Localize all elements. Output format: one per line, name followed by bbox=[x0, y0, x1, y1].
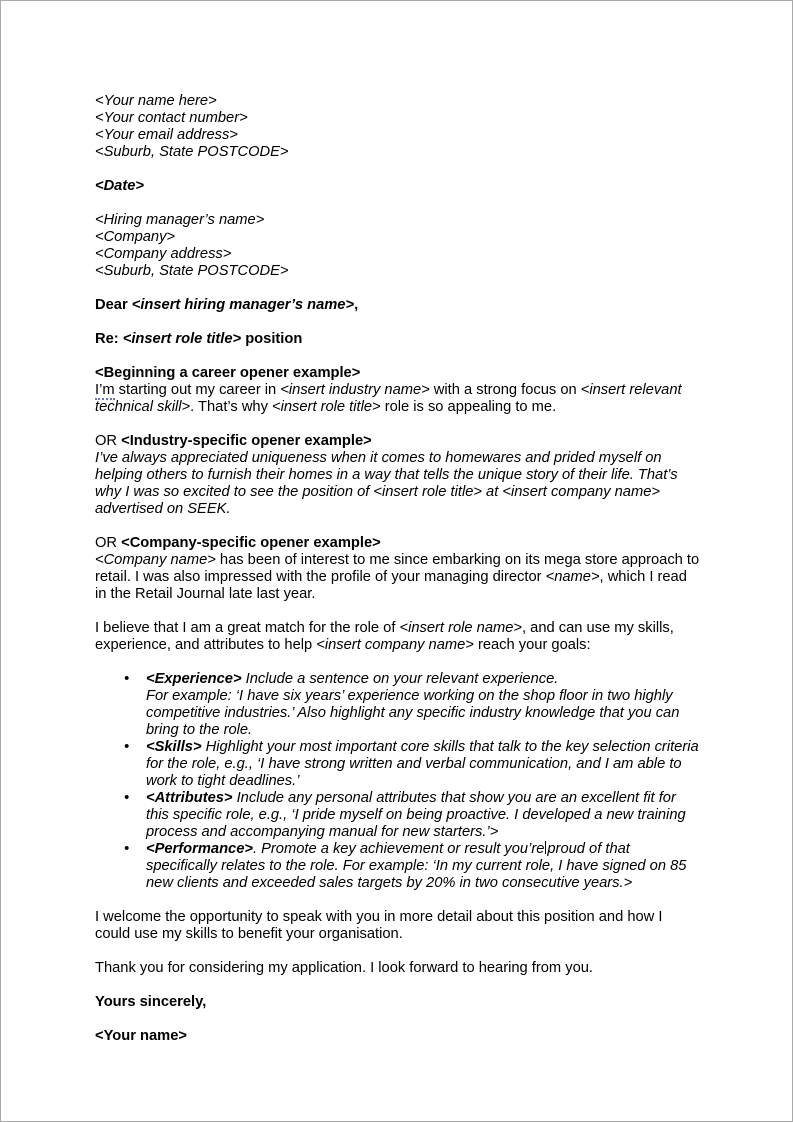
text-run: with a strong focus on bbox=[429, 382, 581, 398]
salutation-line bbox=[95, 297, 701, 314]
closing-paragraph-2: Thank you for considering my application. I look forward to hearing from you. bbox=[95, 960, 593, 976]
subject-tail: position bbox=[241, 331, 303, 347]
hiring-manager-placeholder: <insert hiring manager’s name> bbox=[131, 297, 355, 313]
text-run: , and can use my skills, experience, and attributes to help bbox=[95, 620, 674, 653]
text-run: For example: ‘I have six years’ experience working on the shop floor in two highly competitive industries.’ Also highlight any specific industry knowledge that you can bring to the role. bbox=[146, 688, 680, 738]
text-run: has been of interest to me since embarking on its mega store approach to retail. I was also impressed with the profile of your managing director bbox=[95, 552, 700, 585]
attributes-tag: <Attributes> bbox=[146, 790, 233, 806]
closing-paragraph-1: I welcome the opportunity to speak with you in more detail about this position and how I could use my skills to benefit your organisation. bbox=[95, 909, 663, 942]
misspelled-word: I’m bbox=[95, 382, 115, 398]
text-run: , which I read in the Retail Journal late last year. bbox=[95, 569, 687, 602]
company-opener-body bbox=[95, 552, 701, 603]
text-run: role is so appealing to me. bbox=[380, 399, 557, 415]
text-run: starting out my career in bbox=[114, 382, 281, 398]
company-name-placeholder: <Company name> bbox=[95, 552, 216, 568]
signature-placeholder: <Your name> bbox=[95, 1028, 187, 1044]
industry-opener-heading-text: <Industry-specific opener example> bbox=[121, 433, 372, 449]
date-line: <Date> bbox=[95, 178, 144, 194]
recipient-block bbox=[95, 212, 701, 280]
salutation-tail: , bbox=[354, 297, 359, 313]
text-run: Include a sentence on your relevant experience. bbox=[241, 671, 559, 687]
sender-block bbox=[95, 93, 701, 161]
text-run: Highlight your most important core skills that talk to the key selection criteria for the role, e.g., ‘I have strong written and verbal communication, and I am able to work to tight deadlines.’ bbox=[146, 739, 699, 789]
text-run: I believe that I am a great match for the role of bbox=[95, 620, 400, 636]
company-opener-heading bbox=[95, 535, 701, 552]
text-run: . Promote a key achievement or result you’re bbox=[252, 841, 545, 857]
signoff-line: Yours sincerely, bbox=[95, 994, 207, 1010]
role-title-placeholder: <insert role title> bbox=[122, 331, 242, 347]
match-paragraph bbox=[95, 620, 701, 654]
sender-name-line: <Your name here> bbox=[95, 93, 217, 109]
skills-bullet-list bbox=[95, 671, 701, 892]
industry-opener-body: I’ve always appreciated uniqueness when it comes to homewares and prided myself on helping others to furnish their homes in a way that tells the unique story of their life. That’s why I was so excited to see the position of <insert role title> at <insert company name> advertised on SEEK. bbox=[95, 450, 678, 517]
industry-opener-heading bbox=[95, 433, 701, 450]
text-run: proud of that specifically relates to the role. For example: ‘In my current role, I have signed on 85 new clients and exceeded sales targets by 20% in two consecutive years.> bbox=[146, 841, 687, 891]
career-opener-heading: <Beginning a career opener example> bbox=[95, 365, 361, 381]
recipient-name-line: <Hiring manager’s name> bbox=[95, 212, 265, 228]
company-name-placeholder: <insert company name> bbox=[316, 637, 474, 653]
experience-bullet bbox=[146, 671, 701, 739]
sender-address-line: <Suburb, State POSTCODE> bbox=[95, 144, 289, 160]
industry-opener-section bbox=[95, 433, 701, 518]
letter-content bbox=[95, 93, 701, 1062]
subject-lead: Re: bbox=[95, 331, 123, 347]
subject-line bbox=[95, 331, 701, 348]
text-run: . That’s why bbox=[190, 399, 273, 415]
performance-tag: <Performance> bbox=[146, 841, 253, 857]
text-run: reach your goals: bbox=[473, 637, 591, 653]
company-opener-heading-text: <Company-specific opener example> bbox=[121, 535, 381, 551]
or-label: OR bbox=[95, 433, 122, 449]
skills-bullet bbox=[146, 739, 701, 790]
role-title-placeholder: <insert role title> bbox=[272, 399, 381, 415]
company-opener-section bbox=[95, 535, 701, 603]
attributes-bullet bbox=[146, 790, 701, 841]
skills-tag: <Skills> bbox=[146, 739, 202, 755]
salutation-lead: Dear bbox=[95, 297, 132, 313]
performance-bullet bbox=[146, 841, 701, 892]
text-run: Include any personal attributes that show you are an excellent fit for this specific role, e.g., ‘I pride myself on being proactive. I developed a new training process and accompanying manual for new starters.’> bbox=[146, 790, 686, 840]
recipient-suburb-line: <Suburb, State POSTCODE> bbox=[95, 263, 289, 279]
or-label: OR bbox=[95, 535, 122, 551]
director-name-placeholder: <name> bbox=[545, 569, 600, 585]
technical-skill-placeholder: <insert relevant technical skill> bbox=[95, 382, 682, 415]
recipient-company-line: <Company> bbox=[95, 229, 176, 245]
recipient-address-line: <Company address> bbox=[95, 246, 232, 262]
role-name-placeholder: <insert role name> bbox=[399, 620, 522, 636]
sender-email-line: <Your email address> bbox=[95, 127, 238, 143]
experience-tag: <Experience> bbox=[146, 671, 242, 687]
career-opener-section bbox=[95, 365, 701, 416]
career-opener-body bbox=[95, 382, 701, 416]
industry-name-placeholder: <insert industry name> bbox=[280, 382, 430, 398]
sender-phone-line: <Your contact number> bbox=[95, 110, 248, 126]
